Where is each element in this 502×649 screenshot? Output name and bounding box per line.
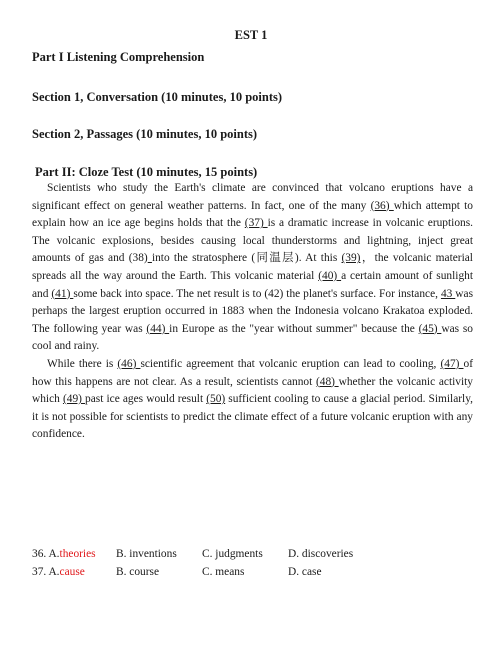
option-c: C. judgments [202, 548, 263, 560]
passage-text: in Europe as the "year without summer" because the [169, 322, 419, 335]
blank-43: 43 [440, 287, 456, 300]
passage-text: a certain amount of sunlight and [32, 269, 474, 300]
correct-answer: theories [59, 548, 96, 560]
blank-44: (44) [146, 322, 170, 335]
option-c: C. means [202, 565, 245, 578]
passage-text: Scientists who study the Earth's climate are convinced that volcano eruptions have a significant effect on general weather patterns. In fact, one of the many [32, 182, 473, 212]
passage-text: ，the volcanic material spreads all the way around the Earth. This volcanic material [32, 252, 473, 282]
passage-paragraph-2 [32, 356, 473, 444]
passage-text: which attempt to explain how an ice age begins holds that the [32, 199, 473, 230]
blank-39: (39) [341, 252, 361, 265]
passage-text: of how this happens are not clear. As a result, scientists cannot [32, 357, 473, 388]
question-37-options [32, 564, 353, 582]
passage-text: past ice ages would result [85, 393, 207, 406]
question-36-options [32, 546, 353, 564]
passage-text: sufficient cooling to cause a glacial period. Similarly, it is not possible for scientists to predict the climate effect of a future volcanic eruption with any confidence. [32, 393, 474, 441]
part1-heading: Part I Listening Comprehension [32, 50, 205, 64]
blank-40: (40) [318, 269, 342, 282]
passage-text: whether the volcanic activity which [32, 375, 473, 406]
passage-text: scientific agreement that volcanic eruption can lead to cooling, [140, 357, 441, 370]
section1-heading: Section 1, Conversation (10 minutes, 10 points) [32, 90, 283, 104]
blank-41: (41) [51, 287, 74, 300]
passage-paragraph-1 [32, 180, 473, 356]
option-a [32, 564, 116, 582]
blank-47: (47) [440, 357, 464, 370]
blank-37: (37) [244, 217, 268, 230]
option-b: B. course [116, 565, 160, 578]
passage-text: was perhaps the largest eruption occurred in 1883 when the Indonesia volcano Krakatoa exploded. The following year was [32, 287, 473, 335]
question-number: 37. A. [32, 565, 60, 578]
document-title: EST 1 [234, 28, 268, 42]
passage-text: is a dramatic increase in volcanic eruptions. The volcanic explosions, besides causing local thunderstorms and lightning, inject great amounts of gas and (38) [32, 217, 474, 265]
correct-answer: cause [59, 565, 85, 578]
passage-text: into the stratosphere (同温层). At this [151, 252, 342, 265]
blank-49: (49) [62, 393, 86, 406]
section2-heading: Section 2, Passages (10 minutes, 10 points) [32, 127, 258, 141]
option-d: D. discoveries [288, 548, 354, 560]
blank-50: (50) [206, 393, 226, 406]
passage-text: While there is [47, 357, 118, 370]
blank-46: (46) [117, 357, 141, 370]
blank-45: (45) [418, 322, 442, 335]
blank-48: (48) [315, 375, 339, 388]
option-a [32, 546, 116, 564]
question-number: 36. A. [32, 548, 60, 560]
part2-heading: Part II: Cloze Test (10 minutes, 15 points) [35, 165, 258, 179]
option-b: B. inventions [116, 548, 177, 560]
passage-text: some back into space. The net result is to (42) the planet's surface. For instance, [73, 287, 441, 300]
cloze-passage [32, 180, 473, 444]
passage-text: was so cool and rainy. [32, 322, 473, 353]
option-d: D. case [288, 565, 322, 578]
blank-36: (36) [370, 199, 394, 212]
answer-options [32, 546, 353, 581]
